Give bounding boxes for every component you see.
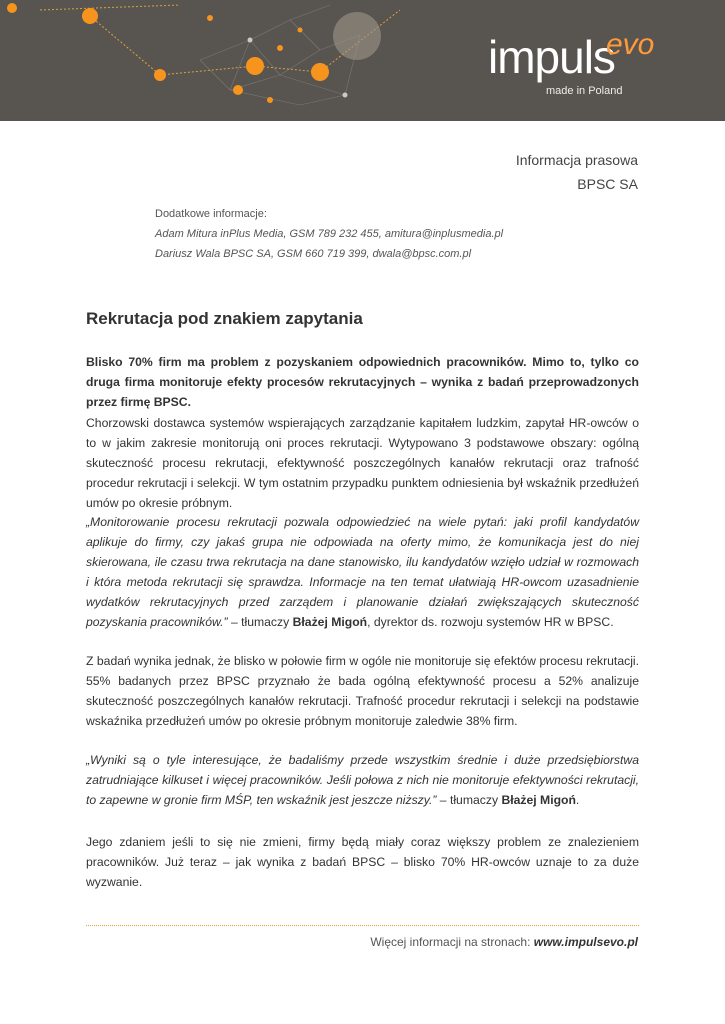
contact-heading: Dodatkowe informacje: xyxy=(155,208,267,220)
logo-main-text: impuls xyxy=(488,31,615,83)
quote-author: Błażej Migoń xyxy=(292,615,368,629)
quote-author: Błażej Migoń xyxy=(501,793,576,807)
footer-website-link[interactable]: www.impulsevo.pl xyxy=(533,935,638,949)
footer-divider xyxy=(86,925,639,926)
article-lead: Blisko 70% firm ma problem z pozyskaniem odpowiednich pracowników. Mimo to, tylko co druga firma monitoruje efekty procesów rekrutacyjnych – wynika z badań przeprowadzonych przez firmę BPSC. xyxy=(86,355,639,409)
press-release-label: Informacja prasowa xyxy=(515,152,638,168)
contact-info xyxy=(155,204,503,264)
quote-text: „Monitorowanie procesu rekrutacji pozwala odpowiedzieć na wiele pytań: jaki profil kandydatów aplikuje do firmy, czy jakaś grupa nie odpowiada na oferty mimo, że komunikacja jest do niej skierowana, ile czasu trwa rekrutacja na dane stanowisko, ilu kandydatów wzięło udział w rozmowach i która metoda rekrutacji się sprawdza. Informacje na ten temat ułatwiają HR-owcom uzasadnienie wydatków rekrutacyjnych przed zarządem i planowanie działań zwiększających skuteczność pozyskania pracowników.” xyxy=(86,515,639,629)
quote-attribution-end: . xyxy=(575,793,580,807)
logo-tagline: made in Poland xyxy=(546,85,623,97)
logo-evo-text: evo xyxy=(606,28,655,61)
article-paragraph: Z badań wynika jednak, że blisko w połowie firm w ogóle nie monitoruje się efektów procesu rekrutacji. 55% badanych przez BPSC przyznało że bada ogólną efektywność procesu a 52% analizuje skuteczność poszczególnych kanałów rekrutacji. Trafność procedur rekrutacji i selekcji na podstawie wskaźnika przedłużeń umów po okresie próbnym monitoruje zaledwie 38% firm. xyxy=(86,654,639,728)
footer xyxy=(370,935,638,949)
article-paragraph: Chorzowski dostawca systemów wspierających zarządzanie kapitałem ludzkim, zapytał HR-owców o to w jakim zakresie monitorują oni proces rekrutacji. Wytypowano 3 podstawowe obszary: ogólną skuteczność procesu rekrutacji, efektywność poszczególnych kanałów rekrutacji oraz trafność procedur rekrutacji i selekcji. W tym ostatnim przypadku punktem odniesienia był wskaźnik przedłużeń umów po okresie próbnym. xyxy=(86,416,639,510)
footer-text: Więcej informacji na stronach: xyxy=(370,935,534,949)
header-banner xyxy=(0,0,725,121)
quote-attribution-role: , dyrektor ds. rozwoju systemów HR w BPSC. xyxy=(367,615,614,629)
article-paragraph: Jego zdaniem jeśli to się nie zmieni, firmy będą miały coraz większy problem ze znalezieniem pracowników. Już teraz – jak wynika z badań BPSC – blisko 70% HR-owców uznaje to za duże wyzwanie. xyxy=(86,835,639,889)
press-company: BPSC SA xyxy=(577,176,638,192)
contact-line: Adam Mitura inPlus Media, GSM 789 232 455, amitura@inplusmedia.pl xyxy=(155,228,504,240)
quote-attribution: – tłumaczy xyxy=(227,615,293,629)
contact-line: Dariusz Wala BPSC SA, GSM 660 719 399, dwala@bpsc.com.pl xyxy=(155,248,472,260)
quote-text: „Wyniki są o tyle interesujące, że badaliśmy przede wszystkim średnie i duże przedsiębiorstwa zatrudniające kilkuset i więcej pracowników. Jeśli połowa z nich nie monitoruje efektywności rekrutacji, to zapewne w gronie firm MŚP, ten wskaźnik jest jeszcze niższy.” xyxy=(86,753,639,807)
article-quote xyxy=(86,750,639,810)
impulsevo-logo xyxy=(488,30,688,110)
quote-attribution: – tłumaczy xyxy=(436,793,502,807)
article-title: Rekrutacja pod znakiem zapytania xyxy=(86,309,363,328)
article-quote xyxy=(86,512,639,632)
